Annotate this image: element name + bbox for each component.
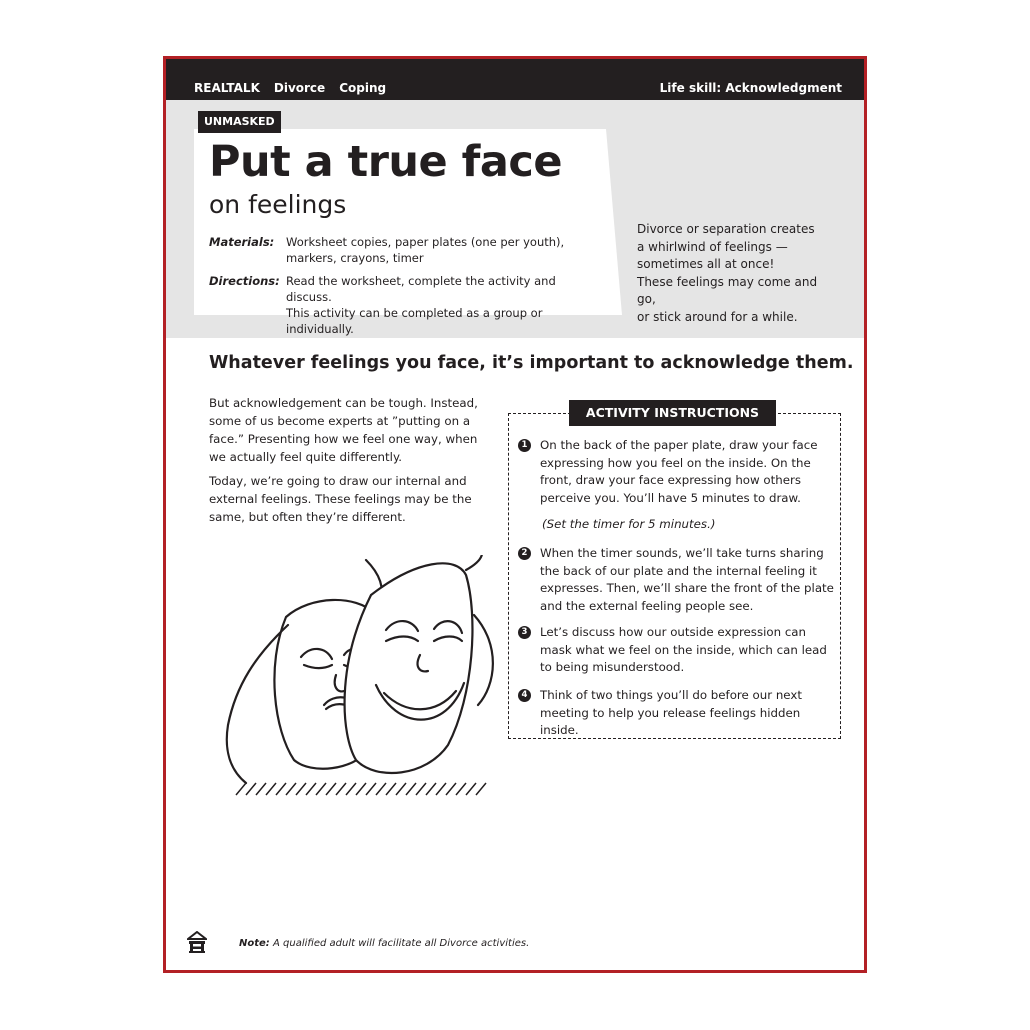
intro-aside [637,221,837,326]
materials-value: Worksheet copies, paper plates (one per youth), markers, crayons, timer [286,235,565,265]
materials-label: Materials: [209,235,275,249]
aside-line: or stick around for a while. [637,309,798,324]
unmasked-badge: UNMASKED [198,111,281,133]
step-number: 3 [518,626,531,639]
directions-line: Read the worksheet, complete the activity and discuss. [286,274,556,304]
nav-item-divorce: Divorce [273,81,326,95]
theater-masks-illustration [216,555,506,800]
breadcrumb [194,81,386,95]
step-text: Let’s discuss how our outside expression can mask what we feel on the inside, which can lead to being misunderstood. [540,625,827,674]
worksheet-page [163,56,867,973]
top-bar [166,59,864,100]
page-subtitle: on feelings [209,190,347,219]
footer-note [239,938,529,949]
step-text: Think of two things you’ll do before our next meeting to help you release feelings hidden inside. [540,688,802,737]
brand-label: REALTALK [194,81,260,95]
activity-title: ACTIVITY INSTRUCTIONS [569,400,776,426]
directions-label: Directions: [209,274,280,288]
intro-paragraph: But acknowledgement can be tough. Instead, some of us become experts at ”putting on a face.” Presenting how we feel one way, when we actually feel quite differently. [209,396,478,464]
section-headline: Whatever feelings you face, it’s important to acknowledge them. [209,353,854,373]
aside-line: These feelings may come and go, [637,274,818,306]
step-text: On the back of the paper plate, draw your face expressing how you feel on the inside. On the front, draw your face expressing how others perceive you. You’ll have 5 minutes to draw. [540,438,818,505]
nav-item-coping: Coping [339,81,387,95]
step-number: 4 [518,689,531,702]
step-number: 1 [518,439,531,452]
aside-line: Divorce or separation creates [637,222,815,236]
directions-value [286,273,601,337]
directions-line: This activity can be completed as a group or individually. [286,306,543,336]
note-text: A qualified adult will facilitate all Divorce activities. [269,938,530,949]
step-text: When the timer sounds, we’ll take turns sharing the back of our plate and the internal feeling it expresses. Then, we’ll share the front of the plate and the external feeling people see. [540,546,834,613]
note-label: Note: [239,938,270,949]
intro-paragraph: Today, we’re going to draw our internal and external feelings. These feelings may be the same, but often they’re different. [209,474,472,524]
step-number: 2 [518,547,531,560]
page-title: Put a true face [209,137,563,187]
aside-line: sometimes all at once! [637,257,775,271]
timer-note: (Set the timer for 5 minutes.) [542,517,716,531]
house-logo-icon [187,931,207,953]
aside-line: a whirlwind of feelings — [637,239,788,254]
life-skill-label: Life skill: Acknowledgment [659,81,842,95]
